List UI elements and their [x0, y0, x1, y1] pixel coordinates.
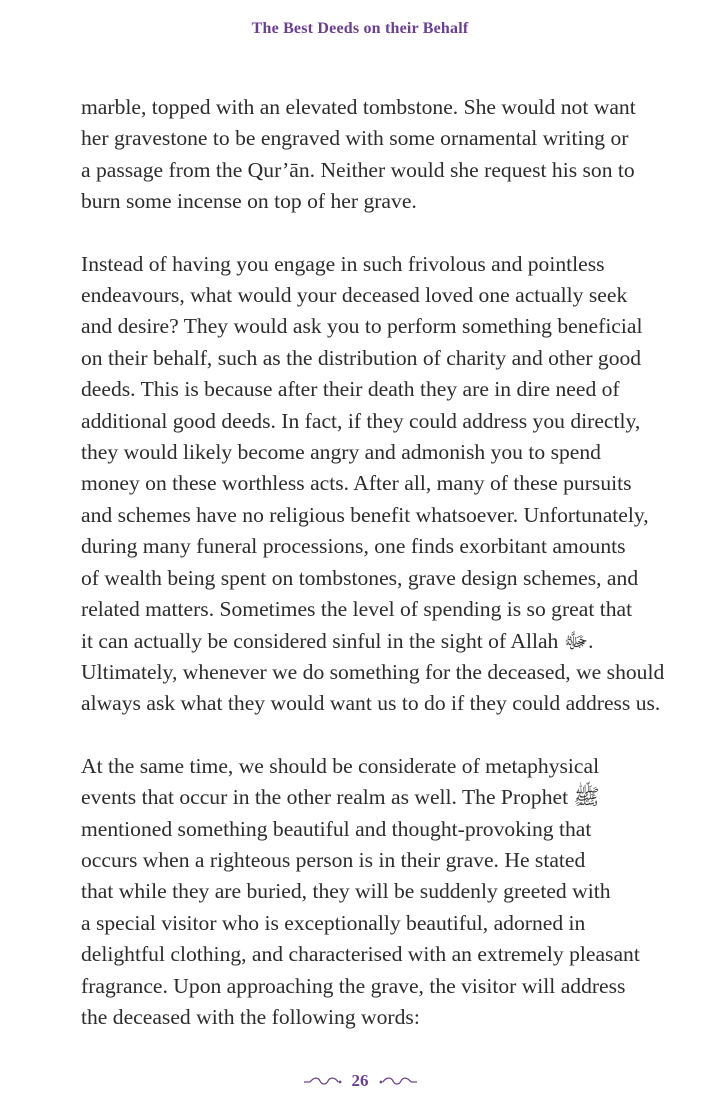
paragraph-3: At the same time, we should be considerate of metaphysical events that occur in the other realm as well. The Prophet ﷺ mentioned something beautiful and thought-provoking that occurs when a righteous person is in their grave. He stated that while they are buried, they will be suddenly greeted with a special visitor who is exceptionally beautiful, adorned in delightful clothing, and characterised with an extremely pleasant fragrance. Upon approaching the grave, the visitor will address the deceased with the following words:: [81, 753, 640, 1029]
page-body: [81, 92, 671, 1064]
paragraph-2: Instead of having you engage in such frivolous and pointless endeavours, what would your deceased loved one actually seek and desire? They would ask you to perform something beneficial on their behalf, such as the distribution of charity and other good deeds. This is because after their death they are in dire need of additional good deeds. In fact, if they could address you directly, they would likely become angry and admonish you to spend money on these worthless acts. After all, many of these pursuits and schemes have no religious benefit whatsoever. Unfortunately, during many funeral processions, one finds exorbitant amounts of wealth being spent on tombstones, grave design schemes, and related matters. Sometimes the level of spending is so great that it can actually be considered sinful in the sight of Allah ﷻ. Ultimately, whenever we do something for the deceased, we should always ask what they would want us to do if they could address us.: [81, 251, 665, 716]
ornament-right-icon: [379, 1074, 419, 1088]
running-header-title: The Best Deeds on their Behalf: [251, 20, 469, 37]
page-footer: [0, 1071, 720, 1091]
ornament-left-icon: [302, 1074, 342, 1088]
paragraph-1: marble, topped with an elevated tombstone. She would not want her gravestone to be engraved with some ornamental writing or a passage from the Qur’ān. Neither would she request his son to burn some incense on top of her grave.: [81, 95, 636, 214]
page-number: 26: [351, 1071, 369, 1090]
